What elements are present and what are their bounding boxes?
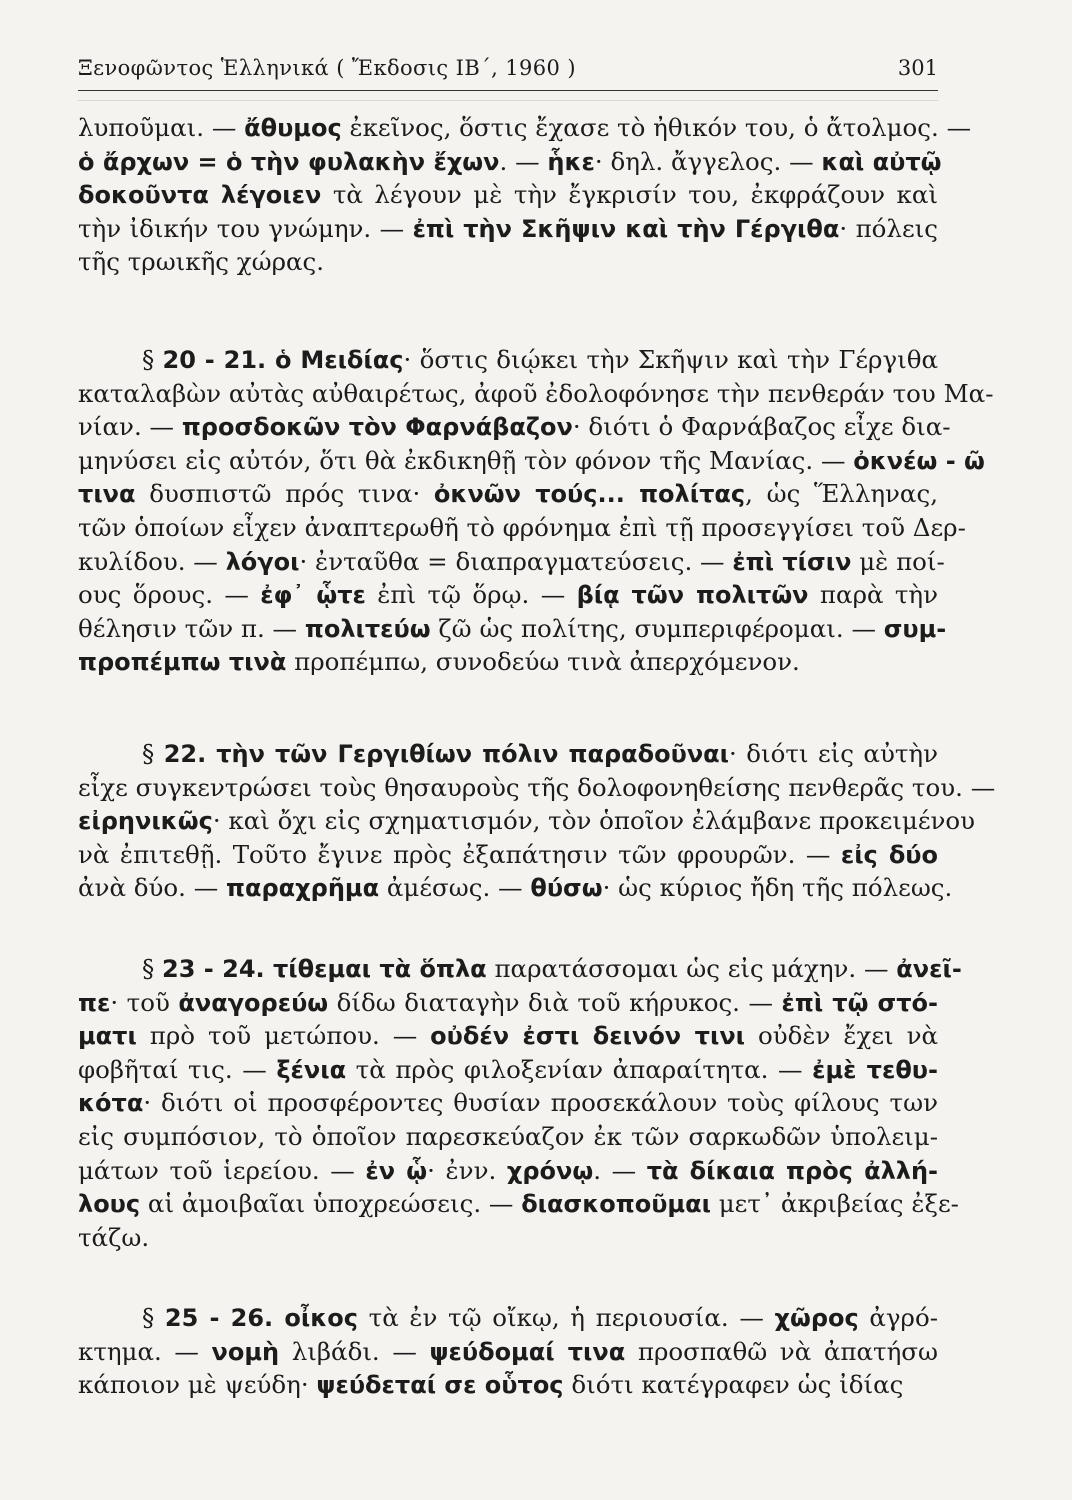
lemma-bold: ὁ ἄρχων = ὁ τὴν φυλακὴν ἔχων — [78, 147, 500, 176]
lemma-bold: 22. τὴν τῶν Γεργιθίων πόλιν παραδοῦναι — [163, 740, 730, 768]
text-line — [78, 178, 938, 212]
gloss-text: ἀμέσως. — — [379, 873, 531, 903]
text-line — [78, 1086, 938, 1120]
gloss-text: κτημα. — — [78, 1336, 212, 1366]
lemma-bold: λόγοι — [225, 547, 300, 576]
gloss-text: · ὅστις διῴκει τὴν Σκῆψιν καὶ τὴν Γέργιθα — [403, 345, 938, 374]
gloss-text: · καὶ ὄχι εἰς σχηματισμόν, τὸν ὁποῖον ἐλάμβανε προκειμένου — [212, 806, 976, 836]
text-line — [78, 645, 938, 679]
lemma-bold: βίᾳ τῶν πολιτῶν — [576, 581, 809, 610]
gloss-text: αἱ ἀμοιβαῖαι ὑποχρεώσεις. — — [140, 1189, 522, 1219]
lemma-bold: ἄθυμος — [244, 114, 342, 142]
lemma-bold: δοκοῦντα λέγοιεν — [78, 181, 322, 210]
text-line — [78, 545, 945, 579]
text-line — [78, 1019, 938, 1053]
lemma-bold: συμ- — [883, 614, 947, 643]
paragraph-section-20-21 — [78, 343, 994, 679]
text-line — [78, 952, 962, 986]
text-line — [78, 1154, 938, 1188]
text-line — [78, 1368, 938, 1402]
lemma-bold: 25 - 26. οἶκος — [164, 1304, 358, 1332]
text-line — [78, 145, 942, 179]
gloss-text: νὰ ἐπιτεθῇ. Τοῦτο ἔγινε πρὸς ἐξαπάτησιν τῶν φρουρῶν. — — [78, 839, 841, 869]
lemma-bold: ψεύδομαί τινα — [429, 1337, 626, 1366]
text-line — [78, 1301, 938, 1335]
bleed-through-rule — [78, 94, 938, 101]
gloss-text: μὲ ποί- — [851, 546, 945, 576]
page-number: 301 — [897, 56, 938, 80]
gloss-text: § — [142, 345, 163, 374]
lemma-bold: ἐφ᾽ ᾧτε — [260, 581, 366, 610]
gloss-text: τῆς τρωικῆς χώρας. — [78, 247, 325, 277]
gloss-text: καταλαβὼν αὐτὰς αὐθαιρέτως, ἀφοῦ ἐδολοφόνησε τὴν πενθεράν του Μα- — [78, 378, 994, 408]
gloss-text: νίαν. — — [78, 412, 182, 442]
lemma-bold: λους — [78, 1190, 141, 1219]
gloss-text: εἰς συμπόσιον, τὸ ὁποῖον παρεσκεύαζον ἐκ τῶν σαρκωδῶν ὑπολειμ- — [78, 1121, 938, 1151]
text-line — [78, 578, 938, 612]
gloss-text: φοβῆταί τις. — — [78, 1054, 277, 1084]
gloss-text: τὴν ἰδικήν του γνώμην. — — [78, 213, 413, 243]
lemma-bold: πε — [78, 988, 111, 1017]
gloss-text: τάζω. — [78, 1222, 150, 1252]
gloss-text: πρὸ τοῦ μετώπου. — — [136, 1021, 431, 1051]
gloss-text: εἶχε συγκεντρώσει τοὺς θησαυροὺς τῆς δολοφονηθείσης πενθερᾶς του. — — [78, 772, 996, 802]
text-line — [78, 111, 972, 145]
text-line — [78, 212, 938, 246]
lemma-bold: ἐπὶ τῷ στό- — [781, 988, 939, 1017]
text-line — [78, 871, 953, 905]
gloss-text: · ἐνταῦθα = διαπραγματεύσεις. — — [299, 546, 733, 576]
gloss-text: · ὡς κύριος ἤδη τῆς πόλεως. — [602, 873, 953, 903]
gloss-text: προσπαθῶ νὰ ἀπατήσω — [625, 1336, 938, 1366]
text-line — [78, 804, 976, 838]
lemma-bold: τινα — [78, 480, 136, 509]
lemma-bold: τὰ δίκαια πρὸς ἀλλή- — [646, 1156, 938, 1185]
gloss-text: · διότι εἰς αὐτὴν — [729, 739, 938, 768]
lemma-bold: εἰς δύο — [840, 840, 938, 869]
gloss-text: θέλησιν τῶν π. — — [78, 613, 305, 643]
lemma-bold: ξένια — [276, 1055, 347, 1084]
paragraph-section-25-26 — [78, 1301, 938, 1402]
paragraph-continuation — [78, 111, 972, 279]
paragraph-section-22 — [78, 737, 996, 905]
gloss-text: προπέμπω, συνοδεύω τινὰ ἀπερχόμενον. — [286, 647, 800, 677]
gloss-text: , ὡς Ἕλληνας, — [745, 479, 938, 509]
lemma-bold: ἀνεῖ- — [896, 955, 962, 983]
gloss-text: · διότι ὁ Φαρνάβαζος εἶχε δια- — [572, 412, 951, 442]
lemma-bold: προπέμπω τινὰ — [78, 648, 287, 677]
text-line — [78, 477, 938, 511]
lemma-bold: χρόνῳ — [506, 1156, 594, 1185]
lemma-bold: καὶ αὐτῷ — [821, 147, 942, 176]
lemma-bold: ἀναγορεύω — [178, 988, 329, 1017]
gloss-text: τὰ λέγουν μὲ τὴν ἔγκρισίν του, ἐκφράζουν καὶ — [321, 180, 938, 210]
gloss-text: § — [142, 954, 163, 983]
header-title: Ξενοφῶντος Ἑλληνικά ( Ἔκδοσις ΙΒ΄, 1960 ) — [78, 56, 576, 80]
text-line — [78, 245, 938, 279]
lemma-bold: 20 - 21. ὁ Μειδίας — [162, 346, 404, 374]
lemma-bold: ἐν ᾧ — [365, 1156, 428, 1185]
gloss-text: κάποιον μὲ ψεύδη· — [78, 1370, 317, 1400]
lemma-bold: νομὴ — [211, 1337, 280, 1366]
text-line — [78, 737, 938, 771]
lemma-bold: διασκοποῦμαι — [521, 1190, 711, 1219]
lemma-bold: 23 - 24. τίθεμαι τὰ ὅπλα — [162, 955, 487, 983]
gloss-text: ἐπὶ τῷ ὅρῳ. — — [365, 580, 577, 610]
gloss-text: ους ὅρους. — — [78, 580, 261, 610]
gloss-text: τὰ ἐν τῷ οἴκῳ, ἡ περιουσία. — — [358, 1303, 775, 1332]
lemma-bold: ὀκνῶν τούς... πολίτας — [433, 480, 746, 509]
text-line — [78, 1221, 938, 1255]
gloss-text: δυσπιστῶ πρός τινα· — [135, 479, 434, 509]
gloss-text: διότι κατέγραφεν ὡς ἰδίας — [563, 1370, 904, 1400]
lemma-bold: εἰρηνικῶς — [78, 807, 213, 836]
lemma-bold: ὀκνέω - ῶ — [853, 446, 985, 475]
lemma-bold: ἐμὲ τεθυ- — [812, 1055, 938, 1084]
text-line — [78, 377, 994, 411]
gloss-text: μετ᾽ ἀκριβείας ἐξε- — [710, 1189, 959, 1219]
gloss-text: · τοῦ — [110, 987, 179, 1017]
gloss-text: κυλίδου. — — [78, 546, 226, 576]
gloss-text: ἐκεῖνος, ὅστις ἔχασε τὸ ἠθικόν του, ὁ ἄτολμος. — — [341, 113, 972, 142]
gloss-text: ζῶ ὡς πολίτης, συμπεριφέρομαι. — — [430, 613, 884, 643]
text-line — [78, 986, 938, 1020]
text-line — [78, 511, 966, 545]
gloss-text: οὐδὲν ἔχει νὰ — [745, 1021, 939, 1051]
lemma-bold: ματι — [78, 1022, 137, 1051]
gloss-text: § — [142, 1303, 165, 1332]
text-line — [78, 1053, 938, 1087]
text-line — [78, 612, 947, 646]
lemma-bold: κότα — [78, 1089, 144, 1118]
gloss-text: λιβάδι. — — [279, 1336, 430, 1366]
gloss-text: . — — [499, 146, 548, 176]
gloss-text: δίδω διαταγὴν διὰ τοῦ κήρυκος. — — [328, 987, 782, 1017]
paragraph-section-23-24 — [78, 952, 962, 1254]
gloss-text: παρατάσσομαι ὡς εἰς μάχην. — — [486, 954, 897, 983]
running-header — [78, 56, 938, 91]
lemma-bold: παραχρῆμα — [226, 874, 380, 903]
gloss-text: · δηλ. ἄγγελος. — — [594, 146, 822, 176]
text-line — [78, 1335, 938, 1369]
lemma-bold: ἐπὶ τίσιν — [732, 547, 852, 576]
gloss-text: § — [142, 739, 164, 768]
gloss-text: ἀνὰ δύο. — — [78, 873, 227, 903]
text-line — [78, 771, 996, 805]
text-line — [78, 1187, 959, 1221]
gloss-text: · διότι οἱ προσφέροντες θυσίαν προσεκάλουν τοὺς φίλους των — [143, 1088, 938, 1118]
text-line — [78, 444, 985, 478]
lemma-bold: ἐπὶ τὴν Σκῆψιν καὶ τὴν Γέργιθα — [412, 214, 840, 243]
text-line — [78, 343, 938, 377]
gloss-text: μηνύσει εἰς αὐτόν, ὅτι θὰ ἐκδικηθῇ τὸν φόνον τῆς Μανίας. — — [78, 445, 854, 475]
lemma-bold: οὐδέν ἐστι δεινόν τινι — [430, 1022, 746, 1051]
lemma-bold: χῶρος — [774, 1304, 859, 1332]
gloss-text: τὰ πρὸς φιλοξενίαν ἀπαραίτητα. — — [346, 1054, 813, 1084]
gloss-text: μάτων τοῦ ἱερείου. — — [78, 1155, 366, 1185]
gloss-text: λυποῦμαι. — — [78, 113, 245, 142]
text-line — [78, 1120, 938, 1154]
gloss-text: . — — [593, 1155, 647, 1185]
gloss-text: · ἐνν. — [427, 1155, 507, 1185]
gloss-text: παρὰ τὴν — [808, 580, 939, 610]
lemma-bold: ἧκε — [547, 147, 595, 176]
text-line — [78, 410, 951, 444]
text-line — [78, 838, 938, 872]
lemma-bold: ψεύδεταί σε οὗτος — [316, 1371, 564, 1400]
lemma-bold: προσδοκῶν τὸν Φαρνάβαζον — [181, 413, 573, 442]
lemma-bold: θύσω — [530, 874, 603, 903]
gloss-text: τῶν ὁποίων εἶχεν ἀναπτερωθῆ τὸ φρόνημα ἐπὶ τῇ προσεγγίσει τοῦ Δερ- — [78, 512, 966, 542]
gloss-text: ἀγρό- — [858, 1303, 938, 1332]
lemma-bold: πολιτεύω — [304, 614, 431, 643]
gloss-text: · πόλεις — [839, 213, 938, 243]
